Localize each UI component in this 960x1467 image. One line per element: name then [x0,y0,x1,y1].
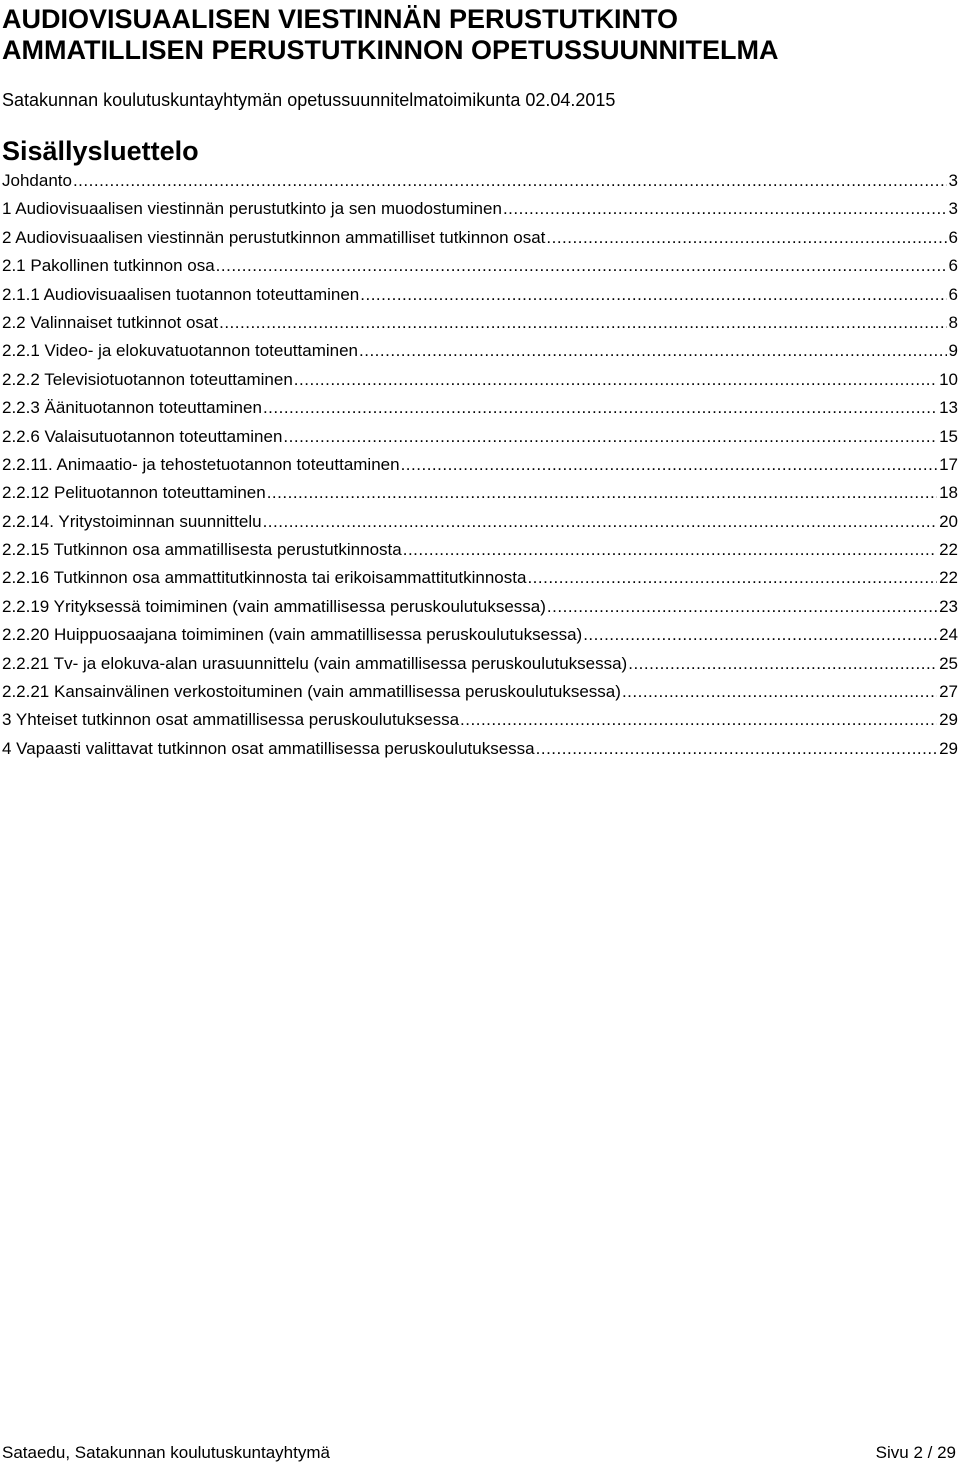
toc-dot-leader [359,337,947,365]
toc-entry-page-number: 20 [939,511,958,531]
toc-entry-label: 2.2.19 Yrityksessä toimiminen (vain ammatillisessa peruskoulutuksessa) [2,596,546,616]
document-title-line-1: AUDIOVISUAALISEN VIESTINNÄN PERUSTUTKINTO [2,4,679,34]
toc-entry[interactable] [2,593,958,621]
toc-dot-leader [460,706,937,734]
toc-entry[interactable] [2,224,958,252]
toc-entry-label: Johdanto [2,171,72,190]
toc-dot-leader [628,650,937,678]
toc-entry[interactable] [2,508,958,536]
toc-dot-leader [527,564,937,592]
toc-entry[interactable] [2,479,958,507]
toc-entry[interactable] [2,167,958,195]
toc-entry-page-number: 9 [948,341,958,361]
toc-entry-label: 1 Audiovisuaalisen viestinnän perustutkinto ja sen muodostuminen [2,199,502,219]
toc-dot-leader [283,423,937,451]
toc-dot-leader [536,735,937,763]
footer-page-number: Sivu 2 / 29 [875,1443,956,1462]
toc-heading: Sisällysluettelo [2,136,199,166]
toc-entry-label: 2.2.3 Äänituotannon toteuttaminen [2,398,262,418]
toc-entry-page-number: 17 [939,454,958,474]
toc-entry-label: 2.2.6 Valaisutuotannon toteuttaminen [2,426,283,446]
toc-entry[interactable] [2,423,958,451]
table-of-contents [2,167,958,763]
toc-entry-page-number: 22 [939,568,958,588]
toc-entry-page-number: 15 [939,426,958,446]
toc-entry-page-number: 25 [939,653,958,673]
toc-entry[interactable] [2,536,958,564]
toc-entry-label: 2.2.21 Kansainvälinen verkostoituminen (vain ammatillisessa peruskoulutuksessa) [2,682,621,702]
toc-dot-leader [583,621,937,649]
toc-dot-leader [360,281,946,309]
toc-entry-label: 2.2.1 Video- ja elokuvatuotannon toteuttaminen [2,341,359,361]
document-title [2,4,779,66]
footer-organization: Sataedu, Satakunnan koulutuskuntayhtymä [2,1443,330,1462]
toc-dot-leader [546,224,946,252]
toc-entry-page-number: 6 [948,256,958,276]
toc-entry-label: 2.2.15 Tutkinnon osa ammatillisesta perustutkinnosta [2,540,402,560]
toc-entry[interactable] [2,195,958,223]
toc-entry[interactable] [2,309,958,337]
toc-dot-leader [267,479,937,507]
toc-entry-page-number: 24 [939,625,958,645]
toc-entry-page-number: 29 [939,710,958,730]
toc-dot-leader [263,394,937,422]
toc-entry[interactable] [2,650,958,678]
toc-dot-leader [403,536,937,564]
toc-entry-label: 2.2.21 Tv- ja elokuva-alan urasuunnittelu (vain ammatillisessa peruskoulutuksessa) [2,653,628,673]
toc-dot-leader [622,678,937,706]
toc-entry-label: 2.2.16 Tutkinnon osa ammattitutkinnosta tai erikoisammattitutkinnosta [2,568,527,588]
toc-entry-page-number: 3 [948,171,958,190]
toc-dot-leader [263,508,938,536]
toc-entry[interactable] [2,281,958,309]
toc-entry-label: 2 Audiovisuaalisen viestinnän perustutkinnon ammatilliset tutkinnon osat [2,227,546,247]
toc-dot-leader [294,366,937,394]
toc-entry[interactable] [2,451,958,479]
toc-entry-page-number: 6 [948,284,958,304]
toc-entry[interactable] [2,706,958,734]
toc-dot-leader [73,167,947,195]
toc-entry-page-number: 29 [939,738,958,758]
toc-entry-page-number: 10 [939,369,958,389]
toc-entry-label: 2.1 Pakollinen tutkinnon osa [2,256,215,276]
toc-entry-label: 2.2.12 Pelituotannon toteuttaminen [2,483,266,503]
toc-entry[interactable] [2,394,958,422]
toc-entry-label: 2.2 Valinnaiset tutkinnot osat [2,312,219,332]
toc-dot-leader [401,451,938,479]
document-title-line-2: AMMATILLISEN PERUSTUTKINNON OPETUSSUUNNITELMA [2,35,779,65]
toc-entry[interactable] [2,252,958,280]
toc-entry-label: 2.2.11. Animaatio- ja tehostetuotannon toteuttaminen [2,454,400,474]
toc-entry-label: 3 Yhteiset tutkinnon osat ammatillisessa peruskoulutuksessa [2,710,460,730]
toc-entry-label: 2.1.1 Audiovisuaalisen tuotannon toteuttaminen [2,284,360,304]
toc-dot-leader [216,252,947,280]
toc-entry-page-number: 23 [939,596,958,616]
document-subtitle: Satakunnan koulutuskuntayhtymän opetussuunnitelmatoimikunta 02.04.2015 [2,90,616,110]
toc-entry-page-number: 8 [948,312,958,332]
toc-entry-page-number: 6 [948,227,958,247]
toc-entry-page-number: 3 [948,199,958,219]
toc-dot-leader [547,593,937,621]
toc-entry-page-number: 13 [939,398,958,418]
toc-entry[interactable] [2,337,958,365]
toc-entry-page-number: 22 [939,540,958,560]
toc-entry-page-number: 27 [939,682,958,702]
toc-entry-label: 4 Vapaasti valittavat tutkinnon osat ammatillisessa peruskoulutuksessa [2,738,535,758]
toc-entry[interactable] [2,564,958,592]
toc-entry[interactable] [2,735,958,763]
toc-entry-label: 2.2.2 Televisiotuotannon toteuttaminen [2,369,293,389]
toc-entry[interactable] [2,366,958,394]
toc-entry-label: 2.2.14. Yritystoiminnan suunnittelu [2,511,262,531]
toc-dot-leader [219,309,946,337]
toc-entry-label: 2.2.20 Huippuosaajana toimiminen (vain ammatillisessa peruskoulutuksessa) [2,625,583,645]
toc-entry-page-number: 18 [939,483,958,503]
toc-entry[interactable] [2,678,958,706]
toc-dot-leader [503,195,947,223]
toc-entry[interactable] [2,621,958,649]
